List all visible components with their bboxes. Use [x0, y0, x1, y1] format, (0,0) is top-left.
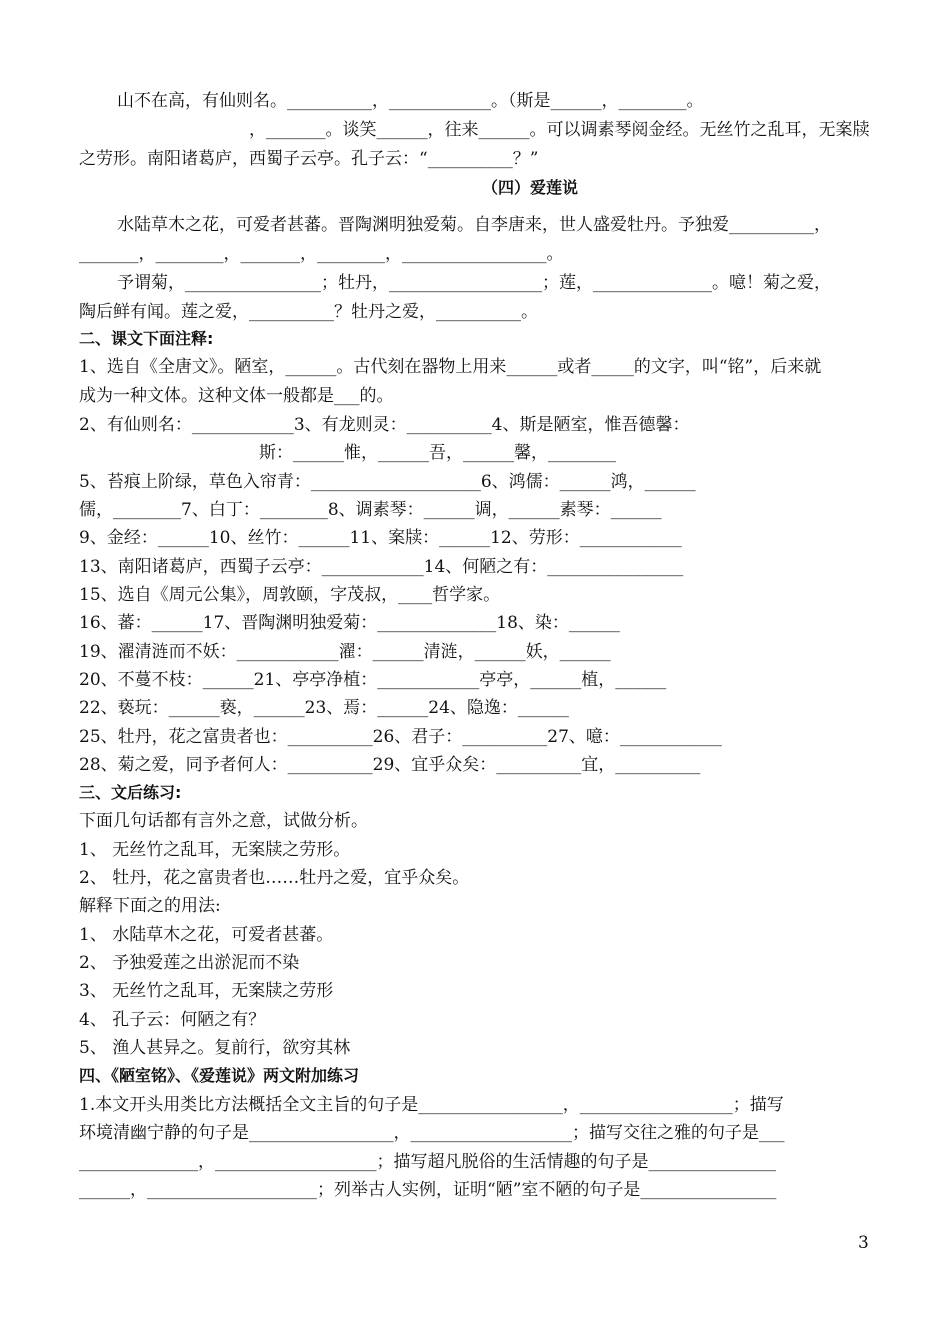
text-line: 5、 渔人甚异之。复前行，欲穷其林	[79, 1038, 351, 1058]
text-line: 1、 水陆草木之花，可爱者甚蕃。	[79, 925, 334, 945]
text-line: ______________，___________________；描写超凡脱俗的生活情趣的句子是_______________	[79, 1152, 776, 1172]
text-line: 1、选自《全唐文》。陋室，______。古代刻在器物上用来______或者_____的文字，叫“铭”，后来就	[79, 357, 822, 377]
text-line: 予谓菊，________________；牡丹，__________________；莲，______________。噫！菊之爱，	[117, 273, 831, 293]
text-line: ______，____________________；列举古人实例，证明“陋”室不陋的句子是________________	[79, 1180, 777, 1200]
text-line: 1.本文开头用类比方法概括全文主旨的句子是_________________，__________________；描写	[79, 1095, 784, 1115]
text-line: 22、亵玩：______亵，______23、焉：______24、隐逸：______	[79, 698, 569, 718]
text-line: 解释下面之的用法:	[79, 896, 221, 916]
text-line: 1、 无丝竹之乱耳，无案牍之劳形。	[79, 840, 351, 860]
text-line: 陶后鲜有闻。莲之爱，__________？牡丹之爱，__________。	[79, 302, 538, 322]
text-line: 2、有仙则名：____________3、有龙则灵：__________4、斯是陋室，惟吾德馨：	[79, 415, 690, 435]
page-number: 3	[858, 1233, 869, 1253]
text-line: 5、苔痕上阶绿，草色入帘青：____________________6、鸿儒：______鸿，______	[79, 472, 696, 492]
text-line: 环境清幽宁静的句子是_________________，___________________；描写交往之雅的句子是___	[79, 1123, 785, 1143]
text-line: 下面几句话都有言外之意，试做分析。	[79, 811, 368, 831]
text-line: 2、 予独爱莲之出淤泥而不染	[79, 953, 300, 973]
text-line: 儒，________7、白丁：________8、调素琴：______调，______素琴：______	[79, 500, 662, 520]
text-line: 25、牡丹，花之富贵者也：__________26、君子：__________27、噫：____________	[79, 727, 722, 747]
text-line: 4、 孔子云：何陋之有？	[79, 1010, 266, 1030]
text-line: 斯：______惟，______吾，______馨，________	[259, 443, 616, 463]
text-line: 3、 无丝竹之乱耳，无案牍之劳形	[79, 981, 334, 1001]
section-heading: （四）爱莲说	[481, 178, 578, 197]
text-line: 9、金经：______10、丝竹：______11、案牍：______12、劳形：____________	[79, 528, 682, 548]
text-line: 15、选自《周元公集》，周敦颐，字茂叔，____哲学家。	[79, 585, 501, 605]
text-line: 水陆草木之花，可爱者甚蕃。晋陶渊明独爱菊。自李唐来，世人盛爱牡丹。予独爱__________，	[117, 215, 831, 235]
text-line: 16、蕃：______17、晋陶渊明独爱菊：______________18、染：______	[79, 613, 620, 633]
text-line: ，_______。谈笑______，往来______。可以调素琴阅金经。无丝竹之乱耳，无案牍	[249, 120, 870, 140]
text-line: 成为一种文体。这种文体一般都是___的。	[79, 386, 394, 406]
section-heading: 三、文后练习:	[79, 783, 182, 802]
section-heading: 四、《陋室铭》、《爱莲说》两文附加练习	[79, 1066, 360, 1085]
text-line: 2、 牡丹，花之富贵者也……牡丹之爱，宜乎众矣。	[79, 868, 470, 888]
text-line: 19、濯清涟而不妖：____________濯：______清涟，______妖，______	[79, 642, 611, 662]
text-line: 之劳形。南阳诸葛庐，西蜀子云亭。孔子云：“__________？”	[79, 149, 539, 169]
text-line: _______，________，_______，________，_________________。	[79, 244, 564, 264]
text-line: 28、菊之爱，同予者何人：__________29、宜乎众矣：__________宜，__________	[79, 755, 701, 775]
text-line: 20、不蔓不枝：______21、亭亭净植：____________亭亭，______植，______	[79, 670, 667, 690]
text-line: 13、南阳诸葛庐，西蜀子云亭：____________14、何陋之有：________________	[79, 557, 684, 577]
section-heading: 二、课文下面注释:	[79, 329, 214, 348]
text-line: 山不在高，有仙则名。__________，____________。（斯是______，________。	[117, 91, 704, 111]
